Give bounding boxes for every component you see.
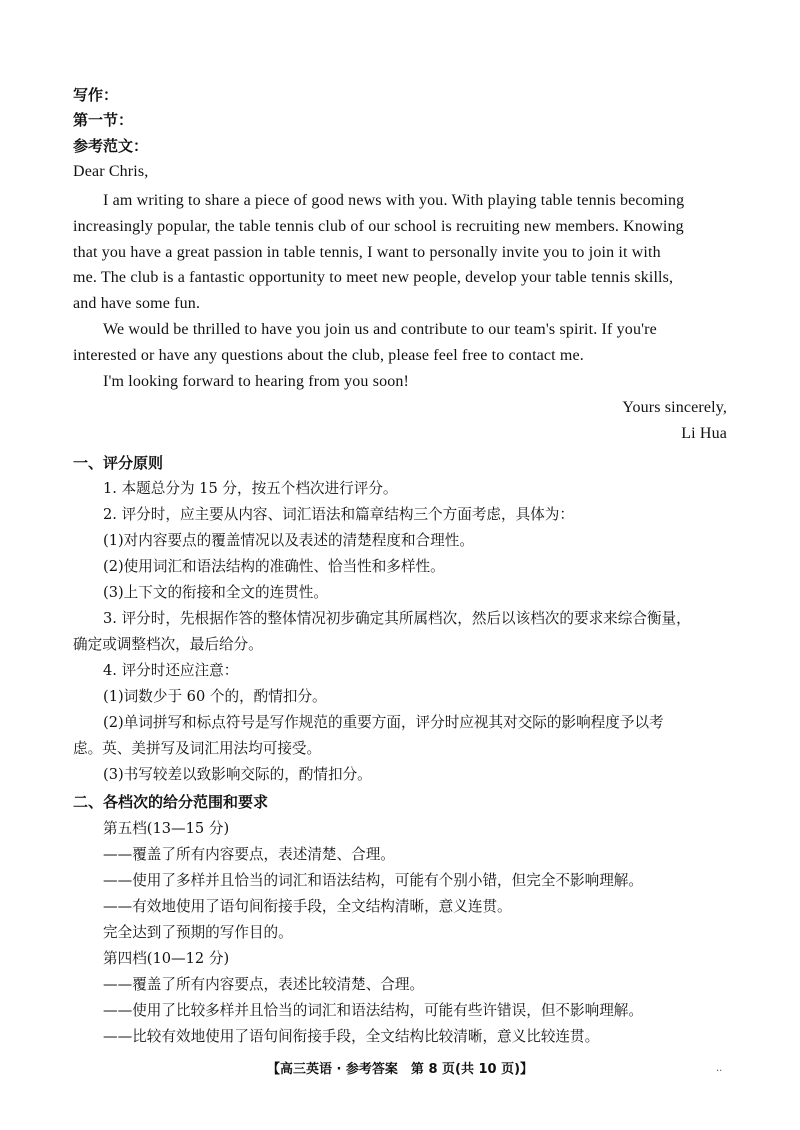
principles-heading: 一、评分原则	[73, 454, 164, 472]
principles-line: 3. 评分时，先根据作答的整体情况初步确定其所属档次，然后以该档次的要求来综合衡量，	[103, 610, 691, 627]
principles-line: (1)词数少于 60 个的，酌情扣分。	[103, 688, 327, 705]
letter-paragraph-1-line: me. The club is a fantastic opportunity to meet new people, develop your table tennis skills,	[73, 269, 674, 286]
section-title: 第一节：	[73, 111, 134, 129]
principles-line: (3)书写较差以致影响交际的，酌情扣分。	[103, 766, 372, 783]
letter-salutation: Dear Chris,	[73, 163, 149, 180]
letter-paragraph-2-line: We would be thrilled to have you join us and contribute to our team's spirit. If you're	[103, 321, 657, 338]
letter-paragraph-2-line: interested or have any questions about the club, please feel free to contact me.	[73, 347, 584, 364]
principles-line: (2)单词拼写和标点符号是写作规范的重要方面，评分时应视其对交际的影响程度予以考	[103, 714, 664, 731]
letter-paragraph-1-line: increasingly popular, the table tennis club of our school is recruiting new members. Knowing	[73, 218, 684, 235]
letter-paragraph-1-line: that you have a great passion in table tennis, I want to personally invite you to join it with	[73, 244, 661, 261]
principles-line: 确定或调整档次，最后给分。	[73, 636, 263, 653]
writing-title: 写作：	[73, 86, 119, 104]
principles-line: (2)使用词汇和语法结构的准确性、恰当性和多样性。	[103, 558, 445, 575]
level-4-title: 第四档(10—12 分)	[103, 950, 230, 967]
letter-paragraph-3: I'm looking forward to hearing from you soon!	[103, 373, 410, 390]
principles-line: (1)对内容要点的覆盖情况以及表述的清楚程度和合理性。	[103, 532, 474, 549]
level-line: ——覆盖了所有内容要点，表述清楚、合理。	[103, 846, 395, 863]
letter-closing: Yours sincerely,	[622, 399, 727, 416]
level-5-title: 第五档(13—15 分)	[103, 820, 230, 837]
page-footer: 【高三英语 · 参考答案 第 8 页(共 10 页)】	[266, 1062, 534, 1077]
sample-essay-label: 参考范文：	[73, 137, 149, 155]
principles-line: 2. 评分时，应主要从内容、词汇语法和篇章结构三个方面考虑，具体为：	[103, 506, 574, 523]
level-line: ——比较有效地使用了语句间衔接手段，全文结构比较清晰，意义比较连贯。	[103, 1028, 600, 1045]
principles-line: 1. 本题总分为 15 分，按五个档次进行评分。	[103, 480, 398, 497]
principles-line: (3)上下文的衔接和全文的连贯性。	[103, 584, 328, 601]
level-line: 完全达到了预期的写作目的。	[103, 924, 293, 941]
letter-paragraph-1-line: and have some fun.	[73, 295, 201, 312]
level-line: ——使用了多样并且恰当的词汇和语法结构，可能有个别小错，但完全不影响理解。	[103, 872, 643, 889]
level-line: ——有效地使用了语句间衔接手段，全文结构清晰，意义连贯。	[103, 898, 512, 915]
principles-line: 4. 评分时还应注意：	[103, 662, 239, 679]
letter-signature: Li Hua	[681, 425, 727, 442]
level-line: ——使用了比较多样并且恰当的词汇和语法结构，可能有些许错误，但不影响理解。	[103, 1002, 643, 1019]
letter-paragraph-1-line: I am writing to share a piece of good news with you. With playing table tennis becoming	[103, 192, 685, 209]
scan-mark: ··	[716, 1066, 723, 1077]
level-line: ——覆盖了所有内容要点，表述比较清楚、合理。	[103, 976, 425, 993]
levels-heading: 二、各档次的给分范围和要求	[73, 793, 269, 811]
principles-line: 虑。英、美拼写及词汇用法均可接受。	[73, 740, 322, 757]
